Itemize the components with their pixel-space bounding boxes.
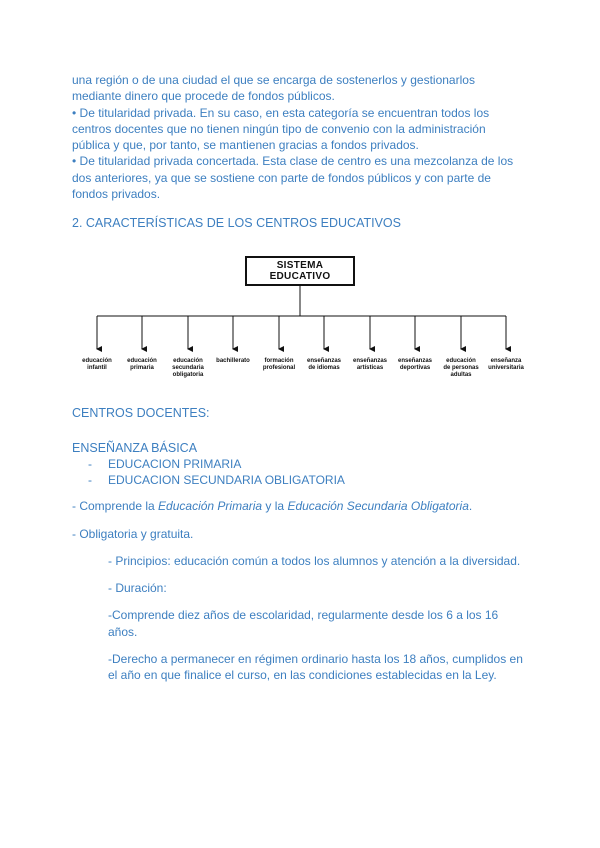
basica-title: ENSEÑANZA BÁSICA [72, 441, 198, 455]
derecho-line: -Derecho a permanecer en régimen ordinario hasta los 18 años, cumplidos en [108, 652, 523, 666]
intro-line: dos anteriores, ya que se sostiene con parte de fondos públicos y con parte de [72, 170, 491, 185]
leaf-label: primaria [130, 365, 154, 371]
duracion-line: - Duración: [108, 581, 167, 595]
list-item: EDUCACION PRIMARIA [108, 457, 242, 471]
leaf-node [72, 358, 122, 372]
leaf-label: formación [264, 358, 294, 364]
leaf-node [163, 358, 213, 379]
leaf-node [345, 358, 395, 372]
leaf-label: enseñanza [490, 358, 522, 364]
comprende-paragraph [72, 498, 472, 515]
leaf-label: adultas [450, 372, 472, 378]
list-item: EDUCACION SECUNDARIA OBLIGATORIA [108, 473, 345, 487]
root-node-label: SISTEMA [276, 260, 324, 271]
leaf-node [299, 358, 349, 372]
leaf-label: educación [446, 358, 476, 364]
comprende-suffix: . [468, 499, 473, 513]
education-system-diagram [60, 248, 540, 388]
section-title: 2. CARACTERÍSTICAS DE LOS CENTROS EDUCATIVOS [72, 216, 401, 230]
list-bullet: - [88, 473, 92, 487]
intro-paragraph [72, 72, 532, 202]
leaf-node [390, 358, 440, 372]
comprende-middle: y la [262, 499, 288, 513]
diez-anos-line: años. [108, 625, 138, 639]
obligatoria-line: - Obligatoria y gratuita. [72, 527, 194, 541]
leaf-label: enseñanzas [397, 358, 433, 364]
leaf-label: infantil [87, 365, 107, 371]
intro-line: • De titularidad privada concertada. Esta clase de centro es una mezcolanza de los [72, 154, 514, 169]
comprende-italic-primaria: Educación Primaria [158, 499, 263, 513]
intro-line: • De titularidad privada. En su caso, en esta categoría se encuentran todos los [72, 105, 490, 120]
intro-line: fondos privados. [72, 187, 161, 202]
intro-line: una región o de una ciudad el que se encarga de sostenerlos y gestionarlos [72, 73, 475, 87]
derecho-line: el año en que finalice el curso, en las condiciones establecidas en la Ley. [108, 668, 497, 682]
principios-line: - Principios: educación común a todos los alumnos y atención a la diversidad. [108, 554, 521, 568]
leaf-label: educación [173, 358, 203, 364]
leaf-label: educación [127, 358, 157, 364]
leaf-label: artísticas [356, 365, 384, 371]
intro-line: mediante dinero que procede de fondos públicos. [72, 89, 335, 104]
leaf-label: profesional [262, 365, 296, 371]
root-node-box [245, 256, 355, 286]
leaf-node [208, 358, 258, 365]
leaf-label: obligatoria [172, 372, 204, 378]
leaf-label: deportivas [399, 365, 431, 371]
leaf-label: universitaria [488, 365, 524, 371]
leaf-node [254, 358, 304, 372]
intro-line: pública y que, por tanto, se mantienen gracias a fondos privados. [72, 138, 419, 153]
diez-anos-line: -Comprende diez años de escolaridad, regularmente desde los 6 a los 16 [108, 608, 499, 622]
leaf-label: de idiomas [308, 365, 340, 371]
leaf-node [117, 358, 167, 372]
comprende-italic-secundaria: Educación Secundaria Obligatoria [287, 499, 469, 513]
leaf-label: enseñanzas [352, 358, 388, 364]
leaf-label: secundaria [172, 365, 204, 371]
intro-line: centros docentes que no tienen ningún tipo de convenio con la administración [72, 121, 486, 136]
centros-title: CENTROS DOCENTES: [72, 406, 210, 420]
leaf-node [481, 358, 531, 372]
leaf-node [436, 358, 486, 379]
leaf-label: educación [82, 358, 112, 364]
comprende-prefix: - Comprende la [72, 499, 159, 513]
list-bullet: - [88, 457, 92, 471]
leaf-label: bachillerato [216, 358, 250, 364]
leaf-label: de personas [443, 365, 479, 371]
leaf-label: enseñanzas [306, 358, 342, 364]
root-node-label: EDUCATIVO [269, 271, 331, 282]
